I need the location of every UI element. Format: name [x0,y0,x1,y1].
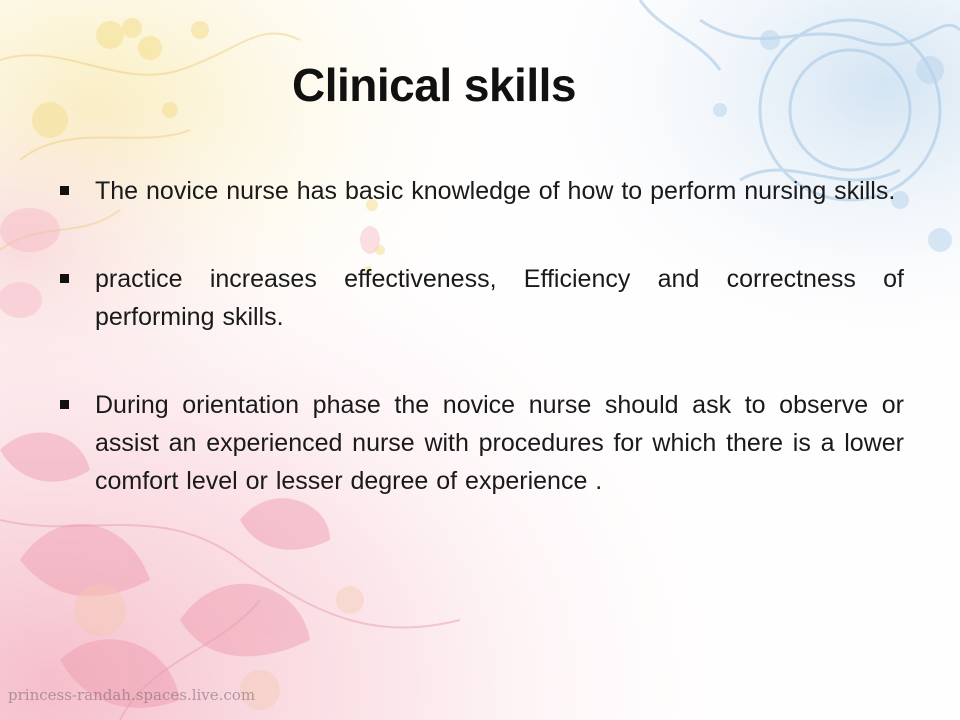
square-bullet-icon [60,400,69,409]
bullet-list [58,172,904,500]
bullet-item [58,172,904,210]
bullet-item [58,386,904,500]
watermark-text: princess-randah.spaces.live.com [8,686,256,704]
square-bullet-icon [60,274,69,283]
bullet-text: practice increases effectiveness, Efficiency and correctness of performing skills. [95,265,904,331]
bullet-text: During orientation phase the novice nurse should ask to observe or assist an experienced nurse with procedures for which there is a lower comfort level or lesser degree of experience . [95,391,904,495]
square-bullet-icon [60,186,69,195]
bullet-text: The novice nurse has basic knowledge of how to perform nursing skills. [95,177,896,205]
slide-title: Clinical skills [292,59,576,111]
bullet-item [58,260,904,336]
